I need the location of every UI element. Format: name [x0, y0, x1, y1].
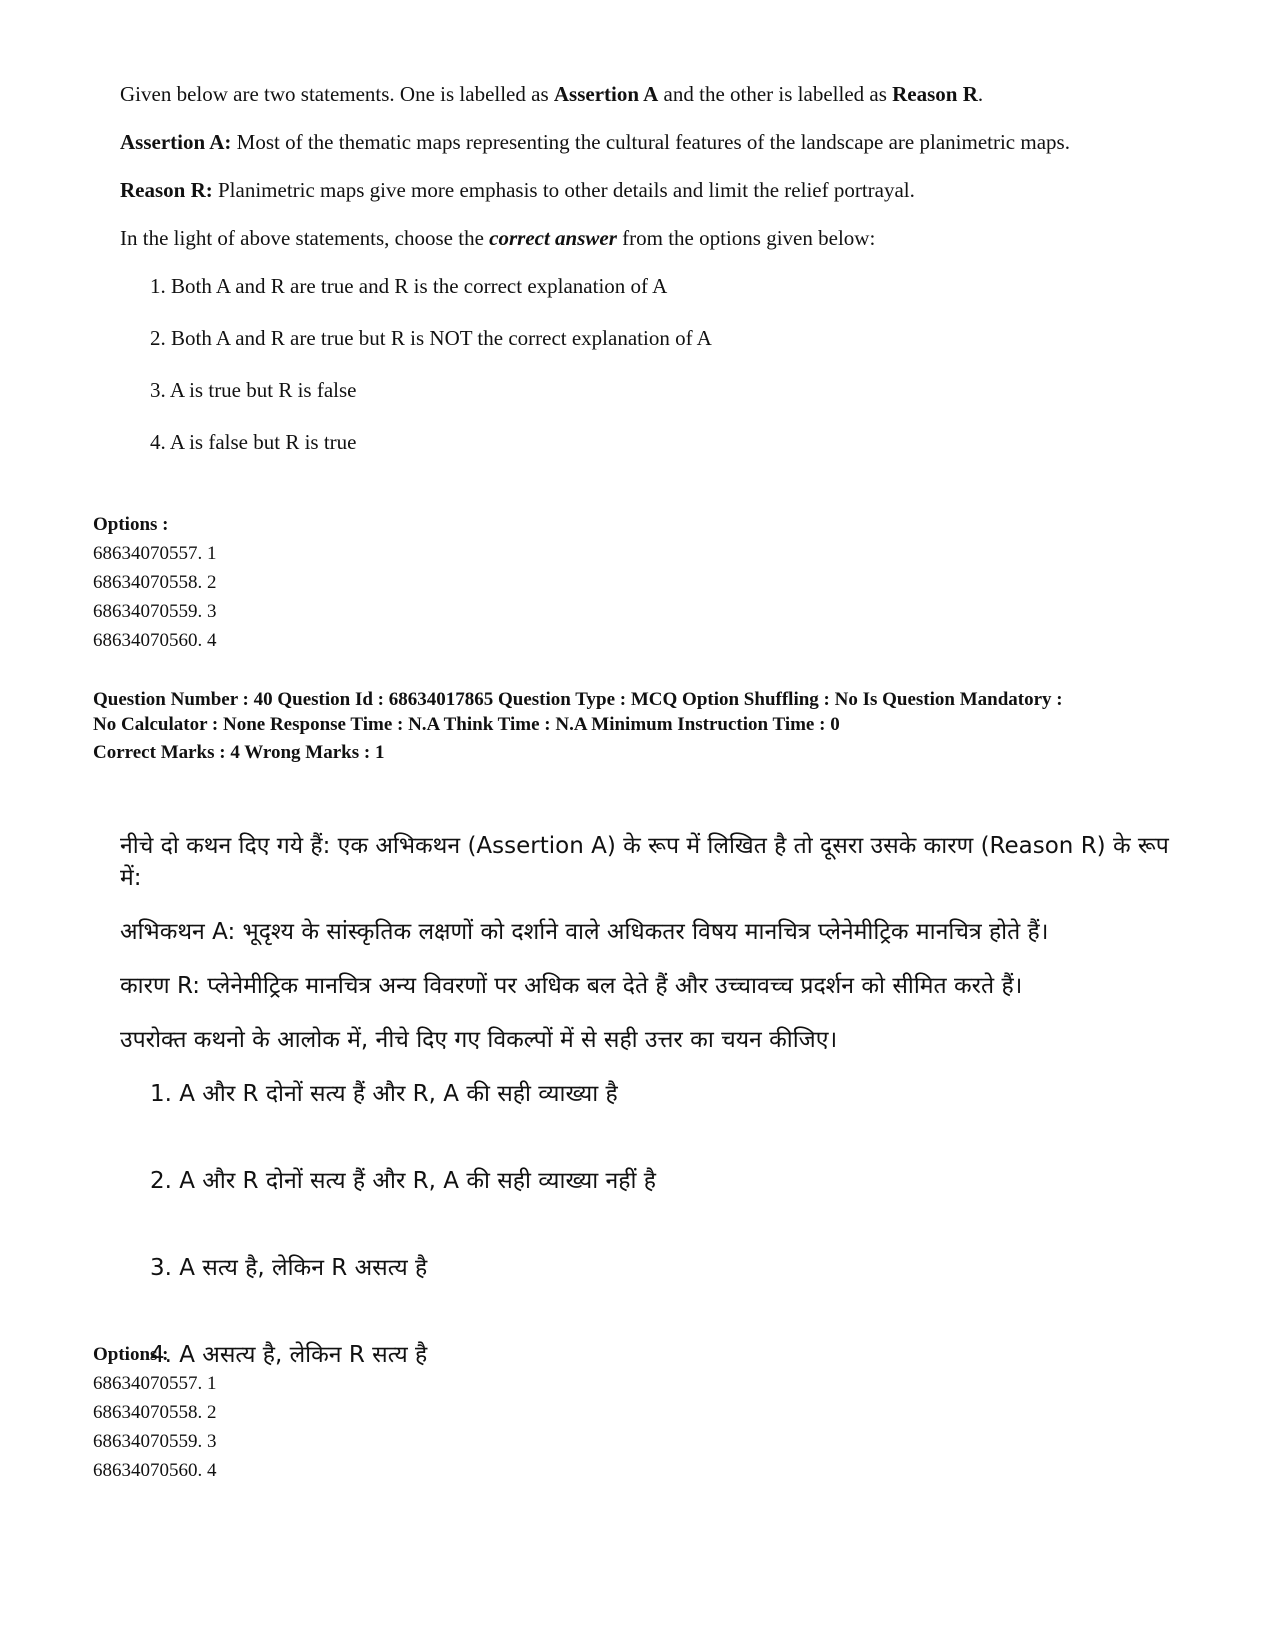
- assertion-statement-hindi: अभिकथन A: भूदृश्य के सांस्कृतिक लक्षणों को दर्शाने वाले अधिकतर विषय मानचित्र प्लेनेमीट्रिक मानचित्र होते हैं।: [120, 919, 1049, 945]
- option-id: 68634070557. 1: [93, 543, 217, 564]
- answer-choice: 1. Both A and R are true and R is the correct explanation of A: [150, 274, 668, 298]
- answer-choice: 3. A सत्य है, लेकिन R असत्य है: [150, 1255, 428, 1281]
- answer-choice: 2. A और R दोनों सत्य हैं और R, A की सही व्याख्या नहीं है: [150, 1168, 656, 1194]
- question-english: [120, 80, 1180, 480]
- answer-choice: 2. Both A and R are true but R is NOT the correct explanation of A: [150, 326, 712, 350]
- option-id: 68634070558. 2: [93, 1402, 217, 1423]
- answer-choice: 4. A is false but R is true: [150, 430, 357, 454]
- reason-statement-hindi: कारण R: प्लेनेमीट्रिक मानचित्र अन्य विवरणों पर अधिक बल देते हैं और उच्चावच्च प्रदर्शन को सीमित करते हैं।: [120, 973, 1023, 999]
- option-id: 68634070560. 4: [93, 1460, 217, 1481]
- option-id: 68634070560. 4: [93, 630, 217, 651]
- options-heading: Options :: [93, 1344, 169, 1365]
- question-metadata: [93, 687, 1223, 765]
- question-intro-hindi: नीचे दो कथन दिए गये हैं: एक अभिकथन (Assertion A) के रूप में लिखित है तो दूसरा उसके कारण (Reason R) के रूप में:: [120, 833, 1169, 891]
- question-intro: Given below are two statements. One is labelled as Assertion A and the other is labelled as Reason R.: [120, 82, 984, 106]
- options-heading: Options :: [93, 514, 169, 535]
- options-list-1: [93, 510, 217, 655]
- reason-statement: Reason R: Planimetric maps give more emphasis to other details and limit the relief portrayal.: [120, 178, 915, 202]
- option-id: 68634070558. 2: [93, 572, 217, 593]
- metadata-line: Correct Marks : 4 Wrong Marks : 1: [93, 742, 385, 763]
- answer-choice: 1. A और R दोनों सत्य हैं और R, A की सही व्याख्या है: [150, 1081, 618, 1107]
- metadata-line: Question Number : 40 Question Id : 68634017865 Question Type : MCQ Option Shuffling : No Is Question Mandatory :: [93, 689, 1063, 710]
- answer-choices-english: [120, 272, 1180, 457]
- question-instruction: In the light of above statements, choose the correct answer from the options given below:: [120, 226, 876, 250]
- answer-choice: 3. A is true but R is false: [150, 378, 357, 402]
- option-id: 68634070557. 1: [93, 1373, 217, 1394]
- metadata-line: No Calculator : None Response Time : N.A Think Time : N.A Minimum Instruction Time : 0: [93, 714, 840, 735]
- option-id: 68634070559. 3: [93, 1431, 217, 1452]
- answer-choices-hindi: [120, 1078, 1180, 1371]
- question-instruction-hindi: उपरोक्त कथनो के आलोक में, नीचे दिए गए विकल्पों में से सही उत्तर का चयन कीजिए।: [120, 1027, 838, 1053]
- options-list-2: [93, 1340, 217, 1485]
- answer-choice: 4. A असत्य है, लेकिन R सत्य है: [150, 1342, 428, 1368]
- question-hindi: [120, 830, 1180, 1426]
- assertion-statement: Assertion A: Most of the thematic maps representing the cultural features of the landscape are planimetric maps.: [120, 130, 1070, 154]
- option-id: 68634070559. 3: [93, 601, 217, 622]
